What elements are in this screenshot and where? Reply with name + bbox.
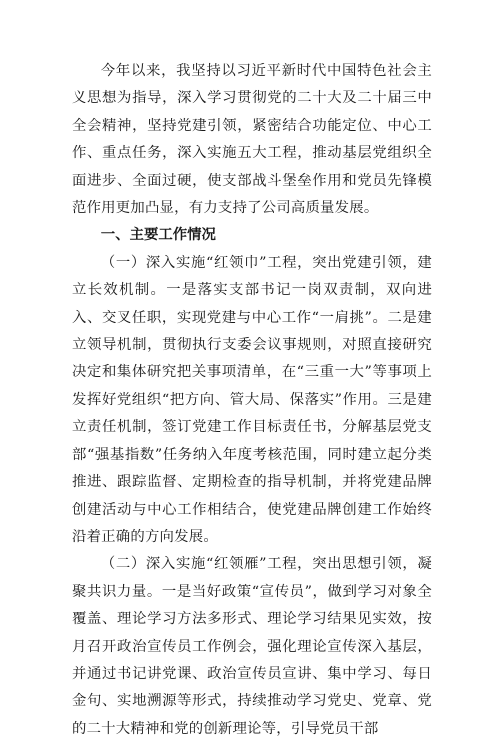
body-paragraph-1: （一）深入实施“红领巾”工程，突出党建引领，建立长效机制。一是落实支部书记一岗双责制，双向进入、交叉任职，实现党建与中心工作“一肩挑”。二是建立领导机制，贯彻执行支委会议事规则，对照直接研究决定和集体研究把关事项清单，在“三重一大”等事项上发挥好党组织“把方向、管大局、保落实”作用。三是建立责任机制，签订党建工作目标责任书，分解基层党支部“强基指数”任务纳入年度考核范围，同时建立起分类推进、跟踪监督、定期检查的指导机制，并将党建品牌创建活动与中心工作相结合，使党建品牌创建工作始终沿着正确的方向发展。 <box>72 254 432 545</box>
intro-paragraph: 今年以来，我坚持以习近平新时代中国特色社会主义思想为指导，深入学习贯彻党的二十大及二十届三中全会精神，坚持党建引领，紧密结合功能定位、中心工作、重点任务，深入实施五大工程，推动基层党组织全面进步、全面过硬，使支部战斗堡垒作用和党员先锋模范作用更加凸显，有力支持了公司高质量发展。 <box>72 63 432 217</box>
document-page <box>72 58 432 743</box>
section-heading: 一、主要工作情况 <box>100 227 216 244</box>
body-paragraph-2: （二）深入实施“红领雁”工程，突出思想引领，凝聚共识力量。一是当好政策“宣传员”，做到学习对象全覆盖、理论学习方法多形式、理论学习结果见实效，按月召开政治宣传员工作例会，强化理论宣传深入基层，并通过书记讲党课、政治宣传员宣讲、集中学习、每日金句、实地溯源等形式，持续推动学习党史、党章、党的二十大精神和党的创新理论等，引导党员干部 <box>72 556 432 737</box>
